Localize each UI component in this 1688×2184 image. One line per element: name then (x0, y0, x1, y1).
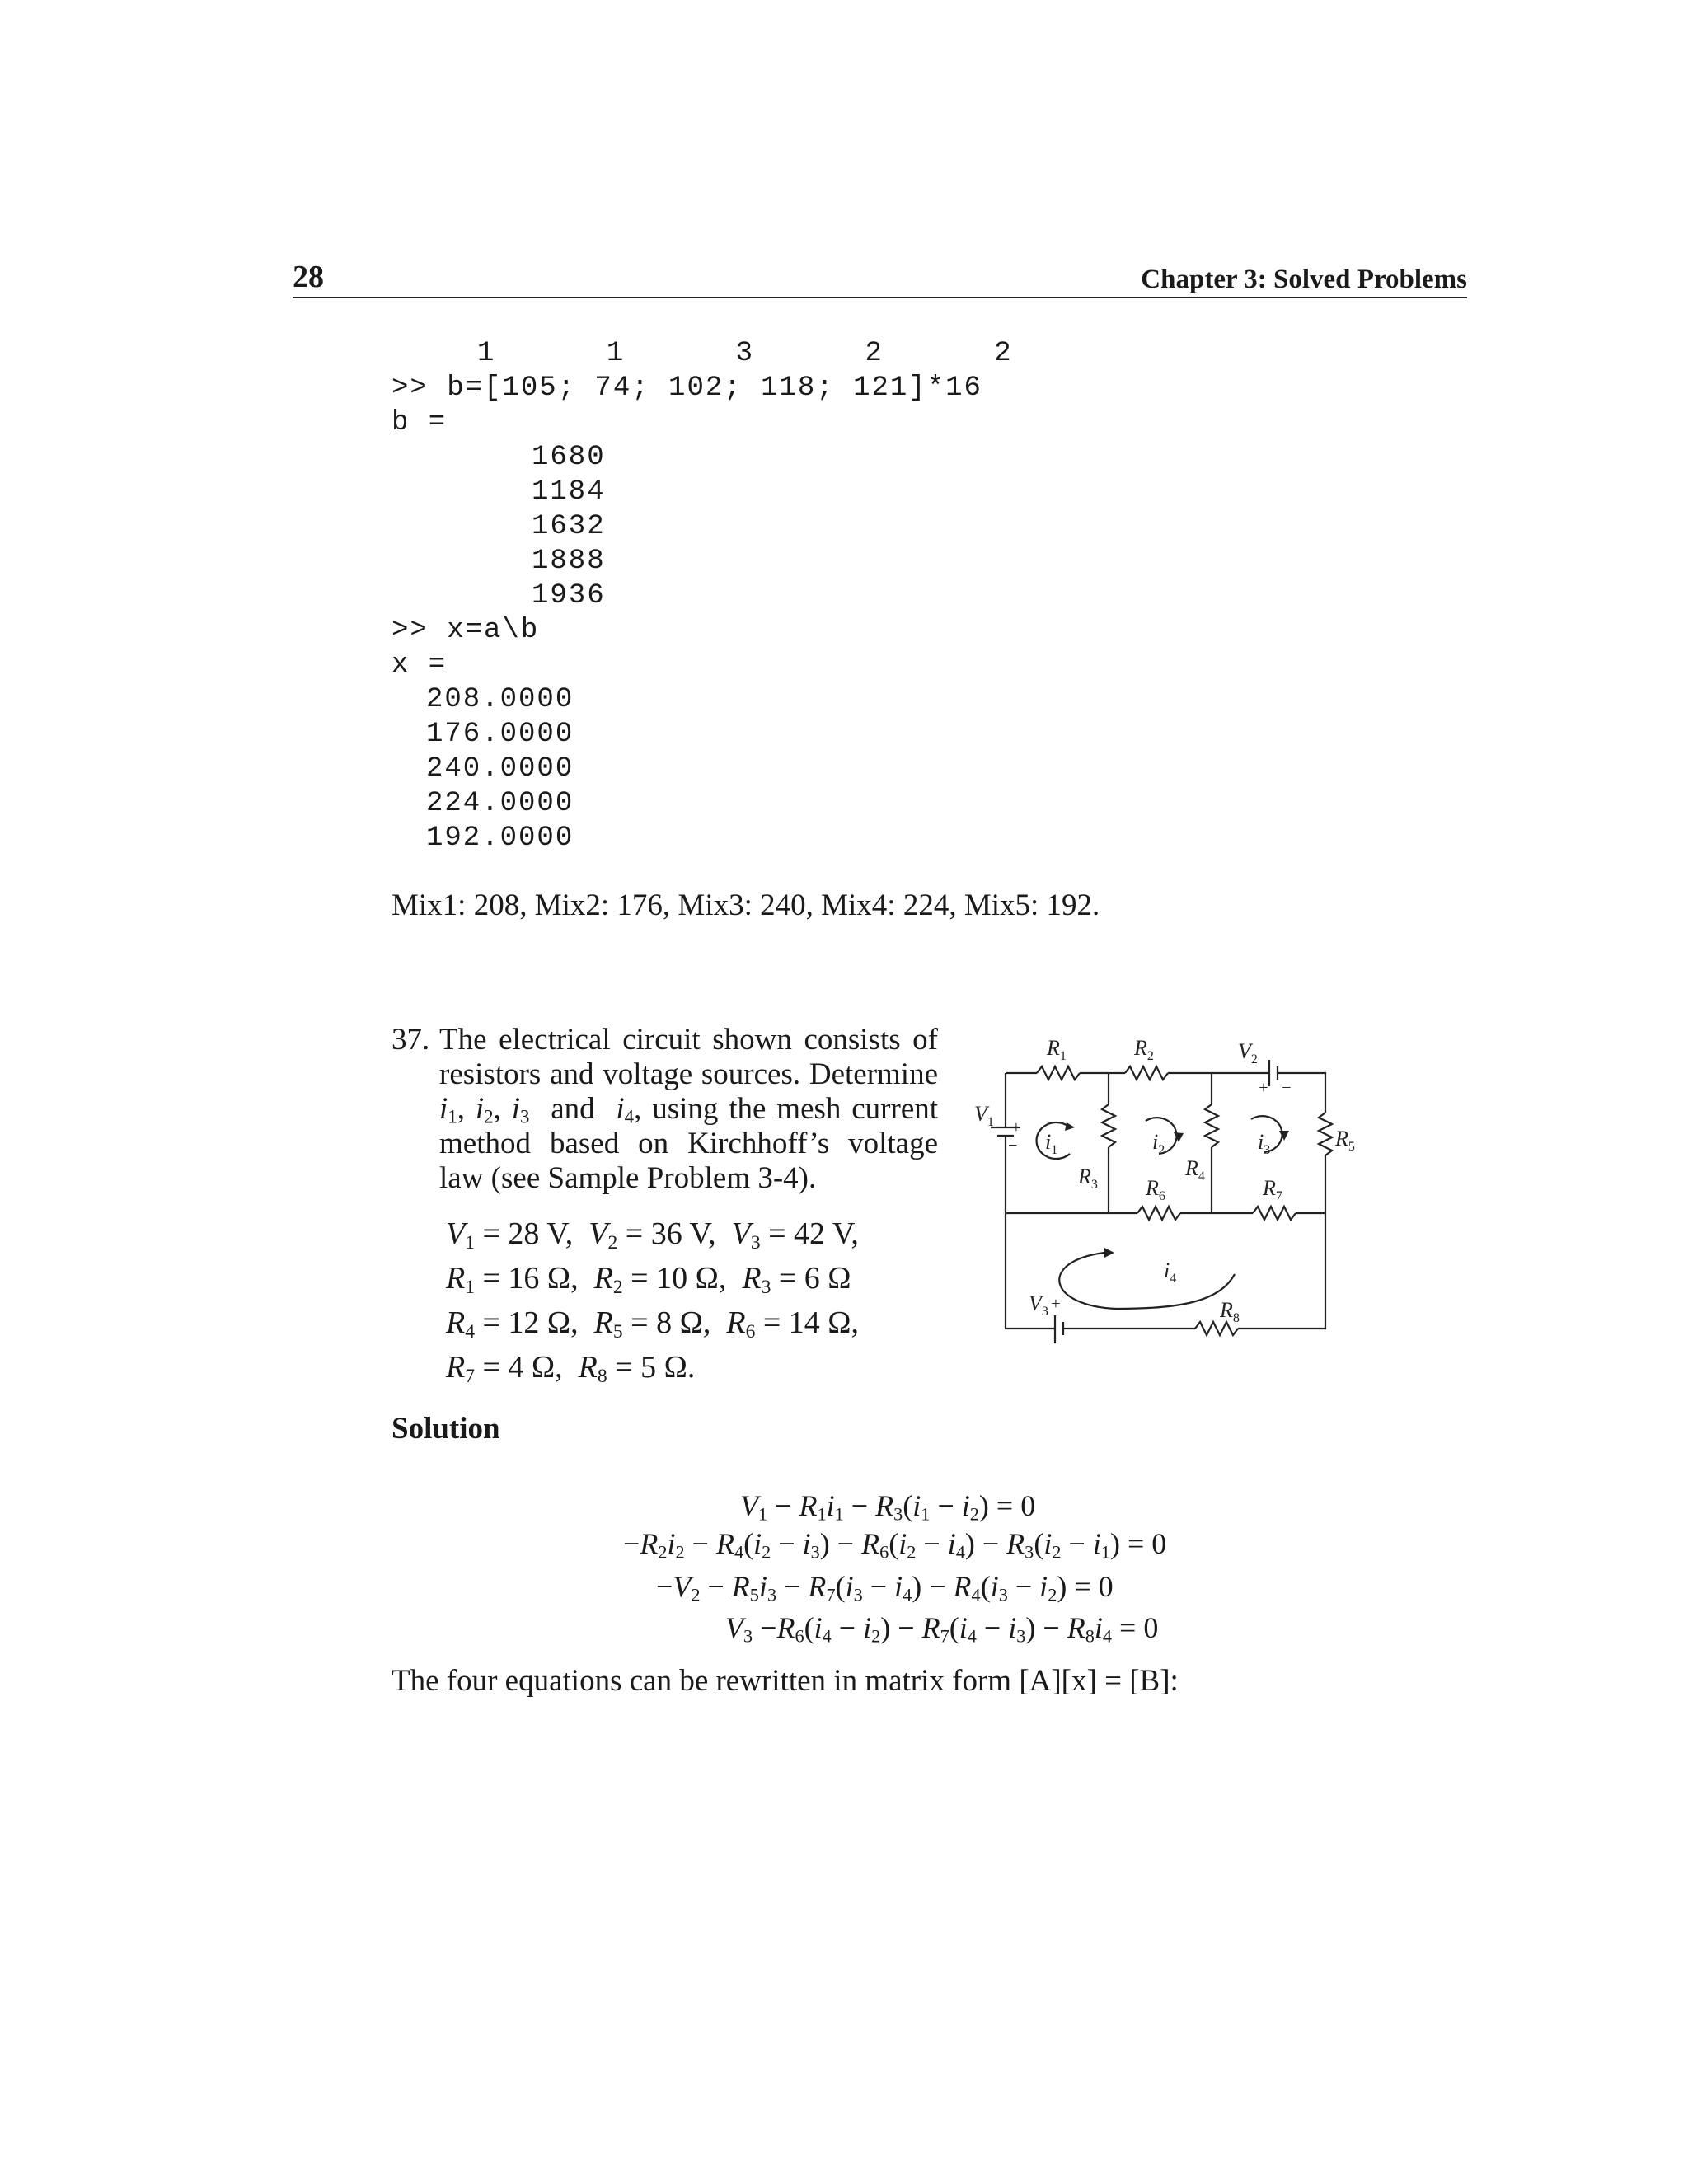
arrowhead-i1 (1065, 1122, 1075, 1131)
given-values (446, 1212, 859, 1390)
mesh-arrow-i4 (1059, 1253, 1235, 1309)
code-x-label: x = (392, 649, 448, 681)
label-r6: $R_6$ (1146, 1176, 1165, 1203)
result-line: Mix1: 208, Mix2: 176, Mix3: 240, Mix4: 224, Mix5: 192. (392, 888, 1100, 922)
problem-line-tail: , using the mesh current (634, 1092, 939, 1126)
given-line: $V_1 = 28$ V, $V_2 = 36$ V, $V_3 = 42$ V, (446, 1216, 859, 1254)
problem-line: resistors and voltage sources. Determine (439, 1057, 938, 1091)
code-x-value: 192.0000 (426, 823, 574, 854)
label-v3-plus: + (1050, 1295, 1062, 1313)
label-r2: $R_2$ (1134, 1036, 1154, 1063)
code-b-label: b = (392, 407, 448, 438)
problem-line: The electrical circuit shown consists of (439, 1023, 938, 1057)
given-line: $R_1 = 16$ Ω, $R_2 = 10$ Ω, $R_3 = 6$ Ω (446, 1261, 851, 1298)
label-r8: $R_8$ (1220, 1298, 1240, 1325)
problem-line: method based on Kirchhoff’s voltage (439, 1127, 938, 1160)
code-b-value: 1888 (532, 546, 606, 577)
code-b-value: 1632 (532, 511, 606, 542)
page-number: 28 (293, 260, 324, 294)
label-i4: $i_4$ (1164, 1258, 1177, 1286)
given-line: $R_4 = 12$ Ω, $R_5 = 8$ Ω, $R_6 = 14$ Ω, (446, 1305, 860, 1343)
resistor-r7 (1253, 1207, 1296, 1220)
wire (1238, 1213, 1325, 1329)
label-v3: $V_3$ (1029, 1291, 1048, 1319)
label-i1: $i_1$ (1045, 1130, 1058, 1157)
label-r3: $R_3$ (1078, 1165, 1098, 1192)
code-x-value: 208.0000 (426, 684, 574, 715)
solution-heading: Solution (392, 1412, 500, 1446)
label-v2-plus: + (1258, 1079, 1269, 1097)
circuit-diagram (973, 1030, 1355, 1360)
label-v1-plus: + (1010, 1118, 1022, 1137)
chapter-title: Chapter 3: Solved Problems (1141, 265, 1467, 294)
code-command-b: >> b=[105; 74; 102; 118; 121]*16 (392, 373, 982, 404)
label-v1: $V_1$ (974, 1102, 994, 1129)
label-r4: $R_4$ (1185, 1156, 1205, 1183)
code-command-x: >> x=a\b (392, 615, 540, 646)
problem-line: law (see Sample Problem 3-4). (439, 1161, 817, 1195)
equation-mesh-4: $V_3 -R_6(i_4 - i_2) - R_7(i_4 - i_3) - R_8i_4 = 0$ (725, 1611, 1159, 1647)
problem-statement (439, 1023, 938, 1196)
label-r1: $R_1$ (1047, 1036, 1067, 1063)
resistor-r5 (1319, 1113, 1332, 1155)
problem-number: 37. (392, 1023, 430, 1057)
resistor-r6 (1137, 1207, 1180, 1220)
and-word: and (551, 1092, 595, 1126)
code-b-value: 1184 (532, 476, 606, 508)
code-x-value: 176.0000 (426, 719, 574, 750)
equation-mesh-2: $-R_2i_2 - R_4(i_2 - i_3) - R_6(i_2 - i_4) - R_3(i_2 - i_1) = 0$ (623, 1527, 1167, 1563)
resistor-r1 (1037, 1066, 1080, 1080)
equation-mesh-3: $-V_2 - R_5i_3 - R_7(i_3 - i_4) - R_4(i_3 - i_2) = 0$ (656, 1570, 1114, 1605)
code-b-value: 1936 (532, 580, 606, 612)
resistor-r2 (1125, 1066, 1168, 1080)
label-v2: $V_2$ (1238, 1039, 1258, 1066)
code-b-value: 1680 (532, 442, 606, 473)
label-i2: $i_2$ (1152, 1130, 1165, 1157)
label-v1-minus: − (1007, 1137, 1019, 1155)
given-line: $R_7 = 4$ Ω, $R_8 = 5$ Ω. (446, 1350, 696, 1387)
resistor-r4 (1205, 1104, 1218, 1147)
code-x-value: 224.0000 (426, 788, 574, 819)
arrowhead-i4 (1104, 1248, 1114, 1258)
label-i3: $i_3$ (1258, 1130, 1271, 1157)
code-x-value: 240.0000 (426, 753, 574, 785)
equation-mesh-1: $V_1 - R_1i_1 - R_3(i_1 - i_2) = 0$ (740, 1489, 1036, 1525)
label-v2-minus: − (1281, 1079, 1292, 1097)
label-r7: $R_7$ (1263, 1176, 1282, 1203)
resistor-r8 (1195, 1322, 1238, 1335)
problem-line-currents: $i_1$, $i_2$, $i_3$ and $i_4$, using the mesh current (439, 1092, 939, 1127)
code-matrix-last-row: 1 1 3 2 2 (477, 338, 1013, 369)
label-r5: $R_5$ (1335, 1127, 1355, 1154)
label-v3-minus: − (1070, 1296, 1081, 1315)
closing-text: The four equations can be rewritten in matrix form [A][x] = [B]: (392, 1664, 1179, 1698)
resistor-r3 (1102, 1104, 1115, 1147)
page-header (293, 262, 1467, 298)
